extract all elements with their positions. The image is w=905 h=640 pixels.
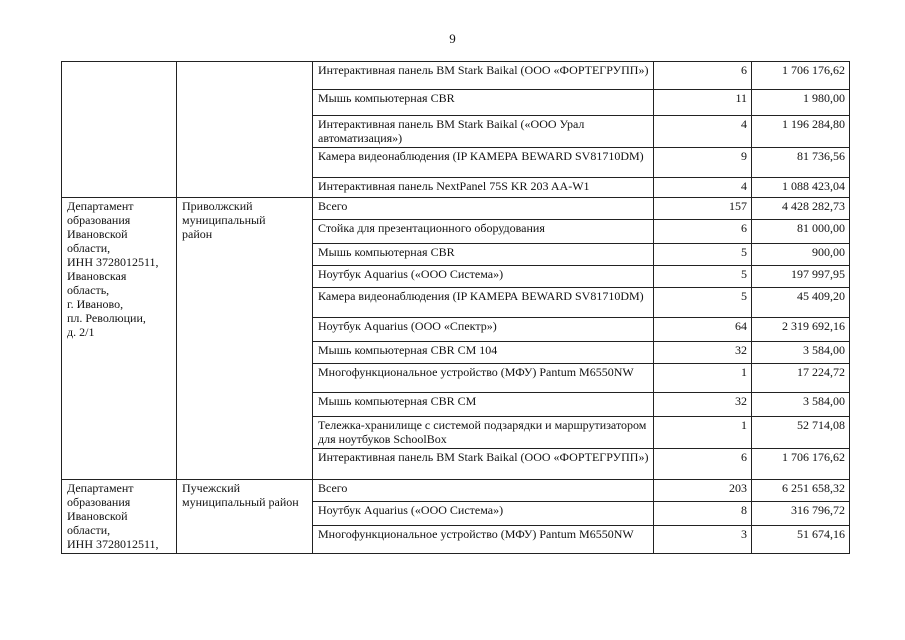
- region-cell: [177, 62, 313, 198]
- organization-line: Ивановская: [67, 269, 127, 283]
- amount-cell: 45 409,20: [752, 288, 850, 318]
- quantity-cell: 4: [654, 178, 752, 198]
- amount-cell: 1 088 423,04: [752, 178, 850, 198]
- item-name-cell: Мышь компьютерная CBR: [313, 244, 654, 266]
- amount-cell: 1 196 284,80: [752, 116, 850, 148]
- quantity-cell: 5: [654, 244, 752, 266]
- table-row: [62, 480, 850, 502]
- table-row: [62, 198, 850, 220]
- region-line: муниципальный: [182, 213, 266, 227]
- organization-line: Ивановской: [67, 227, 128, 241]
- region-cell: [177, 198, 313, 480]
- organization-line: д. 2/1: [67, 325, 95, 339]
- item-name-cell: Ноутбук Aquarius (ООО «Спектр»): [313, 318, 654, 342]
- item-name-cell: Всего: [313, 198, 654, 220]
- item-name-cell: Стойка для презентационного оборудования: [313, 220, 654, 244]
- quantity-cell: 64: [654, 318, 752, 342]
- amount-cell: 2 319 692,16: [752, 318, 850, 342]
- quantity-cell: 157: [654, 198, 752, 220]
- quantity-cell: 203: [654, 480, 752, 502]
- amount-cell: 81 736,56: [752, 148, 850, 178]
- amount-cell: 4 428 282,73: [752, 198, 850, 220]
- organization-cell: [62, 198, 177, 480]
- item-name-cell: Ноутбук Aquarius («ООО Система»): [313, 502, 654, 526]
- quantity-cell: 32: [654, 393, 752, 417]
- organization-line: области,: [67, 523, 111, 537]
- region-line: муниципальный район: [182, 495, 299, 509]
- amount-cell: 197 997,95: [752, 266, 850, 288]
- item-name-cell: Камера видеонаблюдения (IP КАМЕРА BEWARD SV81710DM): [313, 148, 654, 178]
- quantity-cell: 1: [654, 417, 752, 449]
- quantity-cell: 32: [654, 342, 752, 364]
- quantity-cell: 5: [654, 288, 752, 318]
- item-name-cell: Камера видеонаблюдения (IP КАМЕРА BEWARD SV81710DM): [313, 288, 654, 318]
- allocation-table: [61, 61, 850, 554]
- region-cell: [177, 480, 313, 554]
- item-name-cell: Интерактивная панель BM Stark Baikal («ООО Урал автоматизация»): [313, 116, 654, 148]
- amount-cell: 1 706 176,62: [752, 62, 850, 90]
- region-line: Пучежский: [182, 481, 241, 495]
- amount-cell: 17 224,72: [752, 364, 850, 393]
- item-name-cell: Интерактивная панель BM Stark Baikal (ООО «ФОРТЕГРУПП»): [313, 62, 654, 90]
- amount-cell: 52 714,08: [752, 417, 850, 449]
- organization-line: ИНН 3728012511,: [67, 255, 159, 269]
- quantity-cell: 5: [654, 266, 752, 288]
- item-name-cell: Мышь компьютерная CBR: [313, 90, 654, 116]
- item-name-cell: Интерактивная панель BM Stark Baikal (ООО «ФОРТЕГРУПП»): [313, 449, 654, 480]
- region-line: район: [182, 227, 213, 241]
- item-name-cell: Мышь компьютерная CBR CM: [313, 393, 654, 417]
- item-name-cell: Всего: [313, 480, 654, 502]
- organization-line: образования: [67, 495, 131, 509]
- amount-cell: 316 796,72: [752, 502, 850, 526]
- quantity-cell: 11: [654, 90, 752, 116]
- quantity-cell: 3: [654, 526, 752, 554]
- amount-cell: 1 980,00: [752, 90, 850, 116]
- quantity-cell: 6: [654, 449, 752, 480]
- organization-cell: [62, 480, 177, 554]
- organization-cell: [62, 62, 177, 198]
- item-name-cell: Многофункциональное устройство (МФУ) Pantum M6550NW: [313, 526, 654, 554]
- organization-line: область,: [67, 283, 110, 297]
- organization-line: г. Иваново,: [67, 297, 124, 311]
- amount-cell: 3 584,00: [752, 342, 850, 364]
- quantity-cell: 6: [654, 220, 752, 244]
- page-number: 9: [449, 31, 456, 46]
- table-body: [62, 62, 850, 554]
- amount-cell: 1 706 176,62: [752, 449, 850, 480]
- amount-cell: 6 251 658,32: [752, 480, 850, 502]
- organization-line: образования: [67, 213, 131, 227]
- organization-line: пл. Революции,: [67, 311, 146, 325]
- organization-line: ИНН 3728012511,: [67, 537, 159, 551]
- quantity-cell: 9: [654, 148, 752, 178]
- quantity-cell: 8: [654, 502, 752, 526]
- amount-cell: 81 000,00: [752, 220, 850, 244]
- organization-line: области,: [67, 241, 111, 255]
- quantity-cell: 6: [654, 62, 752, 90]
- table-row: [62, 62, 850, 90]
- quantity-cell: 1: [654, 364, 752, 393]
- organization-line: Департамент: [67, 481, 134, 495]
- item-name-cell: Мышь компьютерная CBR CM 104: [313, 342, 654, 364]
- amount-cell: 51 674,16: [752, 526, 850, 554]
- amount-cell: 900,00: [752, 244, 850, 266]
- organization-line: Департамент: [67, 199, 134, 213]
- item-name-cell: Многофункциональное устройство (МФУ) Pantum M6550NW: [313, 364, 654, 393]
- item-name-cell: Тележка-хранилище с системой подзарядки и маршрутизатором для ноутбуков SchoolBox: [313, 417, 654, 449]
- item-name-cell: Интерактивная панель NextPanel 75S KR 203 AA-W1: [313, 178, 654, 198]
- quantity-cell: 4: [654, 116, 752, 148]
- organization-line: Ивановской: [67, 509, 128, 523]
- amount-cell: 3 584,00: [752, 393, 850, 417]
- item-name-cell: Ноутбук Aquarius («ООО Система»): [313, 266, 654, 288]
- region-line: Приволжский: [182, 199, 253, 213]
